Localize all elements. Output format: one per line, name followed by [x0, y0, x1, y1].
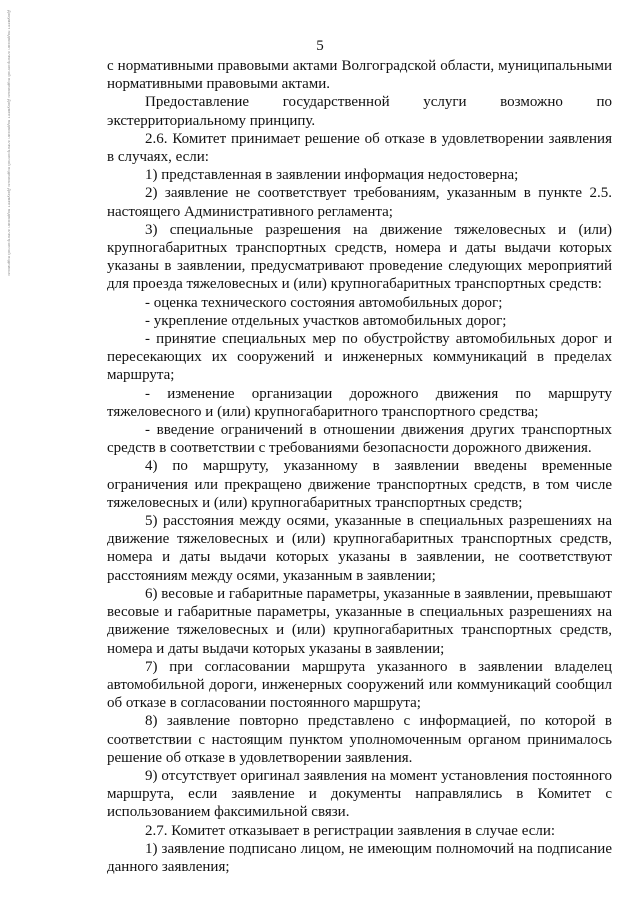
paragraph: 5) расстояния между осями, указанные в специальных разрешениях на движение тяжеловесных и (или) крупногабаритных транспортных средств, номера и даты выдачи которых указаны в заявлении, не соответствуют расстояниям между осями, указанным в заявлении; [107, 513, 612, 584]
paragraph: 2.7. Комитет отказывает в регистрации заявления в случае если: [145, 822, 556, 839]
paragraph: 2.6. Комитет принимает решение об отказе в удовлетворении заявления в случаях, если: [107, 130, 612, 166]
paragraph: 2) заявление не соответствует требованиям, указанным в пункте 2.5. настоящего Административного регламента; [107, 185, 612, 220]
paragraph: - изменение организации дорожного движения по маршруту тяжеловесного и (или) крупногабаритного транспортного средства; [107, 385, 612, 420]
margin-signature-stamp [2, 10, 14, 890]
paragraph: 3) специальные разрешения на движение тяжеловесных и (или) крупногабаритных транспортных средств, номера и даты выдачи которых указаны в заявлении, предусматривают проведение следующих мероприятий для проезда тяжеловесных и (или) крупногабаритных транспортных средств: [107, 221, 612, 293]
paragraph: Предоставление государственной услуги возможно по экстерриториальному принципу. [107, 94, 612, 129]
page-number: 5 [316, 38, 324, 54]
margin-stamp-text: Документ подписан электронной подписью Документ подписан электронной подписью Документ подписан электронной подписью [7, 10, 12, 276]
paragraph: 4) по маршруту, указанному в заявлении введены временные ограничения или прекращено движение транспортных средств, в том числе тяжеловесных и (или) крупногабаритных транспортных средств; [107, 458, 612, 511]
paragraph: 6) весовые и габаритные параметры, указанные в заявлении, превышают весовые и габаритные параметры, указанные в специальных разрешениях на движение тяжеловесных и (или) крупногабаритных транспортных средств, номера и даты выдачи которых указаны в заявлении; [107, 585, 612, 657]
paragraph: - введение ограничений в отношении движения других транспортных средств в соответствии с требованиями безопасности дорожного движения. [107, 422, 612, 457]
paragraph: 1) заявление подписано лицом, не имеющим полномочий на подписание данного заявления; [107, 840, 612, 875]
document-body [107, 57, 612, 876]
paragraph: - принятие специальных мер по обустройству автомобильных дорог и пересекающих их сооружений и инженерных коммуникаций в пределах маршрута; [107, 331, 612, 384]
paragraph: с нормативными правовыми актами Волгоградской области, муниципальными нормативными правовыми актами. [107, 58, 612, 93]
paragraph: 9) отсутствует оригинал заявления на момент установления постоянного маршрута, если заявление и документы направлялись в Комитет с использованием факсимильной связи. [107, 767, 612, 821]
paragraph: 1) представленная в заявлении информация недостоверна; [145, 167, 519, 184]
paragraph: 8) заявление повторно представлено с информацией, по которой в соответствии с настоящим пунктом уполномоченным органом принималось решение об отказе в удовлетворении заявления. [107, 713, 612, 766]
paragraph: - оценка технического состояния автомобильных дорог; [145, 294, 503, 311]
paragraph: - укрепление отдельных участков автомобильных дорог; [145, 312, 507, 329]
paragraph: 7) при согласовании маршрута указанного в заявлении владелец автомобильной дороги, инженерных сооружений или коммуникаций сообщил об отказе в согласовании постоянного маршрута; [107, 658, 612, 712]
